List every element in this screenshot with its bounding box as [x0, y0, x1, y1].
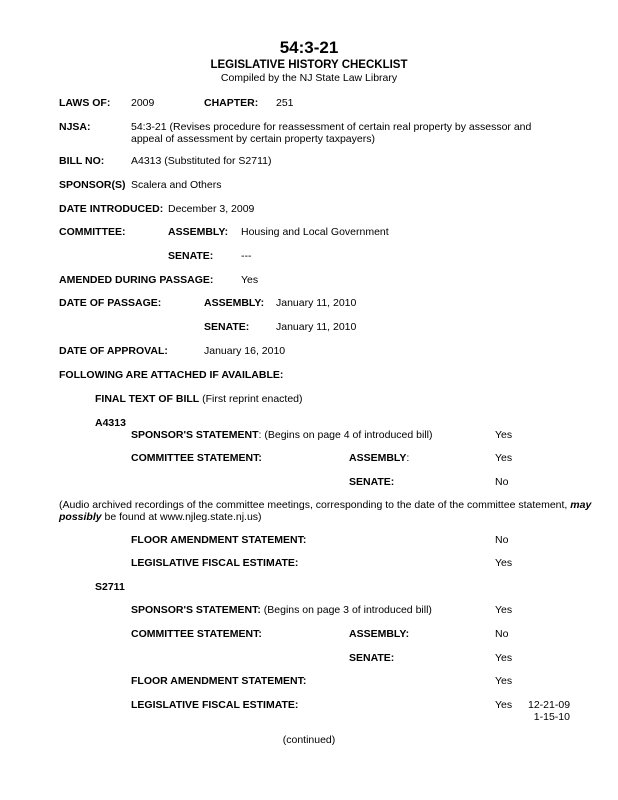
- sponsor-label: SPONSOR(S): [59, 179, 126, 191]
- a4313-assembly-label: ASSEMBLY: [349, 452, 407, 464]
- laws-of-value: 2009: [131, 97, 155, 109]
- amended-value: Yes: [241, 274, 259, 286]
- passage-senate-value: January 11, 2010: [276, 321, 357, 333]
- a4313-bill-heading: A4313: [95, 417, 126, 429]
- audio-note-emphasis: may possibly: [59, 499, 592, 523]
- a4313-senate-value: No: [495, 476, 509, 488]
- a4313-fiscal-label: LEGISLATIVE FISCAL ESTIMATE:: [131, 557, 299, 569]
- final-text-note: (First reprint enacted): [199, 393, 303, 405]
- committee-assembly-value: Housing and Local Government: [241, 226, 389, 238]
- approval-value: January 16, 2010: [204, 345, 286, 357]
- audio-note-link-text: be found at www.njleg.state.nj.us): [101, 511, 262, 523]
- passage-senate-label: SENATE:: [204, 321, 250, 333]
- s2711-sponsor-row: [131, 604, 432, 616]
- final-text-row: [95, 393, 303, 405]
- s2711-senate-value: Yes: [495, 652, 513, 664]
- attached-heading: FOLLOWING ARE ATTACHED IF AVAILABLE:: [59, 369, 284, 381]
- s2711-sponsor-value: Yes: [495, 604, 513, 616]
- a4313-fiscal-value: Yes: [495, 557, 513, 569]
- s2711-fiscal-label: LEGISLATIVE FISCAL ESTIMATE:: [131, 699, 299, 711]
- a4313-sponsor-row: [131, 429, 433, 441]
- s2711-fiscal-date-2: 1-15-10: [533, 711, 570, 723]
- a4313-assembly-colon: :: [406, 452, 410, 464]
- s2711-floor-value: Yes: [495, 675, 513, 687]
- a4313-committee-label: COMMITTEE STATEMENT:: [131, 452, 262, 464]
- a4313-assembly-value: Yes: [495, 452, 513, 464]
- statute-number: 54:3-21: [279, 38, 339, 57]
- a4313-senate-label: SENATE:: [349, 476, 395, 488]
- a4313-floor-value: No: [495, 534, 509, 546]
- compiled-by: Compiled by the NJ State Law Library: [220, 72, 398, 84]
- s2711-sponsor-label: SPONSOR'S STATEMENT:: [131, 604, 261, 616]
- document-title: LEGISLATIVE HISTORY CHECKLIST: [210, 59, 408, 71]
- s2711-committee-label: COMMITTEE STATEMENT:: [131, 628, 262, 640]
- committee-senate-value: ---: [241, 250, 252, 262]
- bill-no-label: BILL NO:: [59, 155, 105, 167]
- s2711-fiscal-date-1: 12-21-09: [528, 699, 571, 711]
- passage-label: DATE OF PASSAGE:: [59, 297, 162, 309]
- s2711-senate-label: SENATE:: [349, 652, 395, 664]
- chapter-label: CHAPTER:: [204, 97, 259, 109]
- date-introduced-label: DATE INTRODUCED:: [59, 203, 164, 215]
- bill-no-value: A4313 (Substituted for S2711): [131, 155, 272, 167]
- a4313-sponsor-note: : (Begins on page 4 of introduced bill): [258, 429, 433, 441]
- date-introduced-value: December 3, 2009: [168, 203, 255, 215]
- audio-note-text: (Audio archived recordings of the committee meetings, corresponding to the date of the committee statement,: [59, 499, 571, 511]
- njsa-label: NJSA:: [59, 121, 91, 133]
- s2711-floor-label: FLOOR AMENDMENT STATEMENT:: [131, 675, 307, 687]
- a4313-floor-label: FLOOR AMENDMENT STATEMENT:: [131, 534, 307, 546]
- s2711-assembly-label: ASSEMBLY:: [349, 628, 410, 640]
- audio-note: [59, 499, 604, 523]
- sponsor-value: Scalera and Others: [131, 179, 222, 191]
- amended-label: AMENDED DURING PASSAGE:: [59, 274, 214, 286]
- passage-assembly-value: January 11, 2010: [276, 297, 357, 309]
- committee-label: COMMITTEE:: [59, 226, 126, 238]
- s2711-assembly-value: No: [495, 628, 509, 640]
- a4313-sponsor-label: SPONSOR'S STATEMENT: [131, 429, 259, 441]
- s2711-sponsor-note: (Begins on page 3 of introduced bill): [260, 604, 432, 616]
- a4313-assembly-row: [349, 452, 409, 464]
- continued-note: (continued): [282, 734, 336, 746]
- committee-senate-label: SENATE:: [168, 250, 214, 262]
- committee-assembly-label: ASSEMBLY:: [168, 226, 229, 238]
- passage-assembly-label: ASSEMBLY:: [204, 297, 265, 309]
- approval-label: DATE OF APPROVAL:: [59, 345, 168, 357]
- laws-of-label: LAWS OF:: [59, 97, 111, 109]
- s2711-bill-heading: S2711: [95, 581, 125, 593]
- chapter-value: 251: [276, 97, 294, 109]
- a4313-sponsor-value: Yes: [495, 429, 513, 441]
- s2711-fiscal-value: Yes: [495, 699, 513, 711]
- njsa-description: 54:3-21 (Revises procedure for reassessment of certain real property by assessor and appeal of assessment by certain property taxpayers): [131, 121, 532, 145]
- final-text-label: FINAL TEXT OF BILL: [95, 393, 200, 405]
